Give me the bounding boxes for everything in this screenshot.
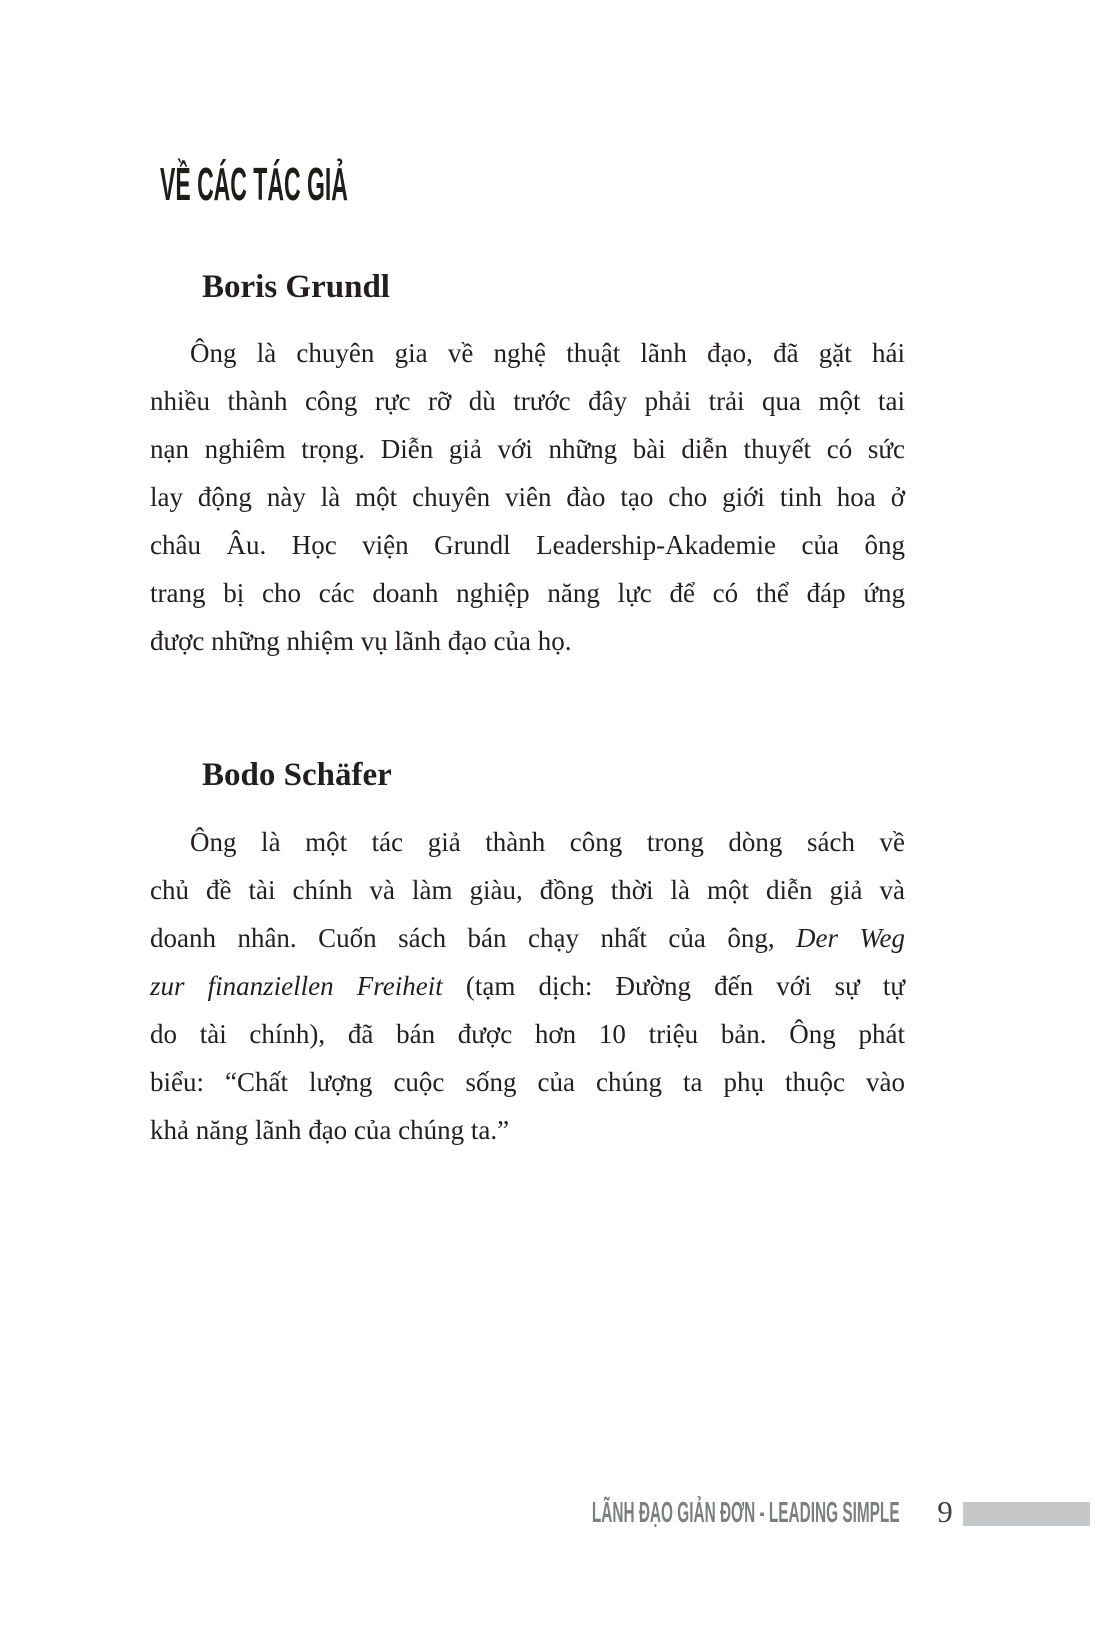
text-segment: nhiều thành công rực rỡ dù trước đây phải trải qua một tai <box>150 386 905 416</box>
paragraph-line <box>150 569 905 617</box>
text-segment: khả năng lãnh đạo của chúng ta.” <box>150 1115 510 1145</box>
italic-book-title: zur finanziellen Freiheit <box>150 971 443 1001</box>
paragraph-line <box>150 329 905 377</box>
author-bio-paragraph <box>150 818 905 1154</box>
paragraph-line <box>150 521 905 569</box>
page-title: VỀ CÁC TÁC GIẢ <box>160 158 348 210</box>
author-bio-paragraph <box>150 329 905 665</box>
author-heading: Boris Grundl <box>202 269 390 305</box>
author-section-bodo-schafer <box>150 759 905 1154</box>
text-segment: (tạm dịch: Đường đến với sự tự <box>442 971 905 1001</box>
page-number: 9 <box>937 1494 953 1529</box>
running-title: LÃNH ĐẠO GIẢN ĐƠN - LEADING SIMPLE <box>592 1497 900 1529</box>
text-segment: lay động này là một chuyên viên đào tạo cho giới tinh hoa ở <box>150 482 905 512</box>
paragraph-line <box>150 425 905 473</box>
paragraph-line <box>150 617 905 665</box>
text-segment: do tài chính), đã bán được hơn 10 triệu bản. Ông phát <box>150 1019 905 1049</box>
text-segment: doanh nhân. Cuốn sách bán chạy nhất của ông, <box>150 923 797 953</box>
text-segment: biểu: “Chất lượng cuộc sống của chúng ta phụ thuộc vào <box>150 1067 905 1097</box>
text-segment: nạn nghiêm trọng. Diễn giả với những bài diễn thuyết có sức <box>150 434 905 464</box>
paragraph-line <box>150 1106 905 1154</box>
paragraph-line <box>150 473 905 521</box>
paragraph-line <box>150 914 905 962</box>
running-title-row <box>319 1499 900 1527</box>
text-segment: chủ đề tài chính và làm giàu, đồng thời là một diễn giả và <box>150 875 905 905</box>
text-segment: Ông là một tác giả thành công trong dòng sách về <box>190 827 905 857</box>
text-segment: trang bị cho các doanh nghiệp năng lực để có thể đáp ứng <box>150 578 905 608</box>
paragraph-line <box>150 377 905 425</box>
paragraph-line <box>150 866 905 914</box>
author-heading: Bodo Schäfer <box>202 757 392 793</box>
paragraph-line <box>150 1010 905 1058</box>
chapter-title-row <box>160 160 905 208</box>
italic-book-title: Der Weg <box>796 923 905 953</box>
text-segment: Ông là chuyên gia về nghệ thuật lãnh đạo, đã gặt hái <box>190 338 905 368</box>
footer-bar <box>963 1502 1090 1526</box>
text-segment: châu Âu. Học viện Grundl Leadership-Akademie của ông <box>150 530 905 560</box>
paragraph-line <box>150 818 905 866</box>
paragraph-line <box>150 962 905 1010</box>
page-content <box>150 0 905 1154</box>
paragraph-line <box>150 1058 905 1106</box>
text-segment: được những nhiệm vụ lãnh đạo của họ. <box>150 626 572 656</box>
author-section-boris-grundl <box>150 271 905 665</box>
